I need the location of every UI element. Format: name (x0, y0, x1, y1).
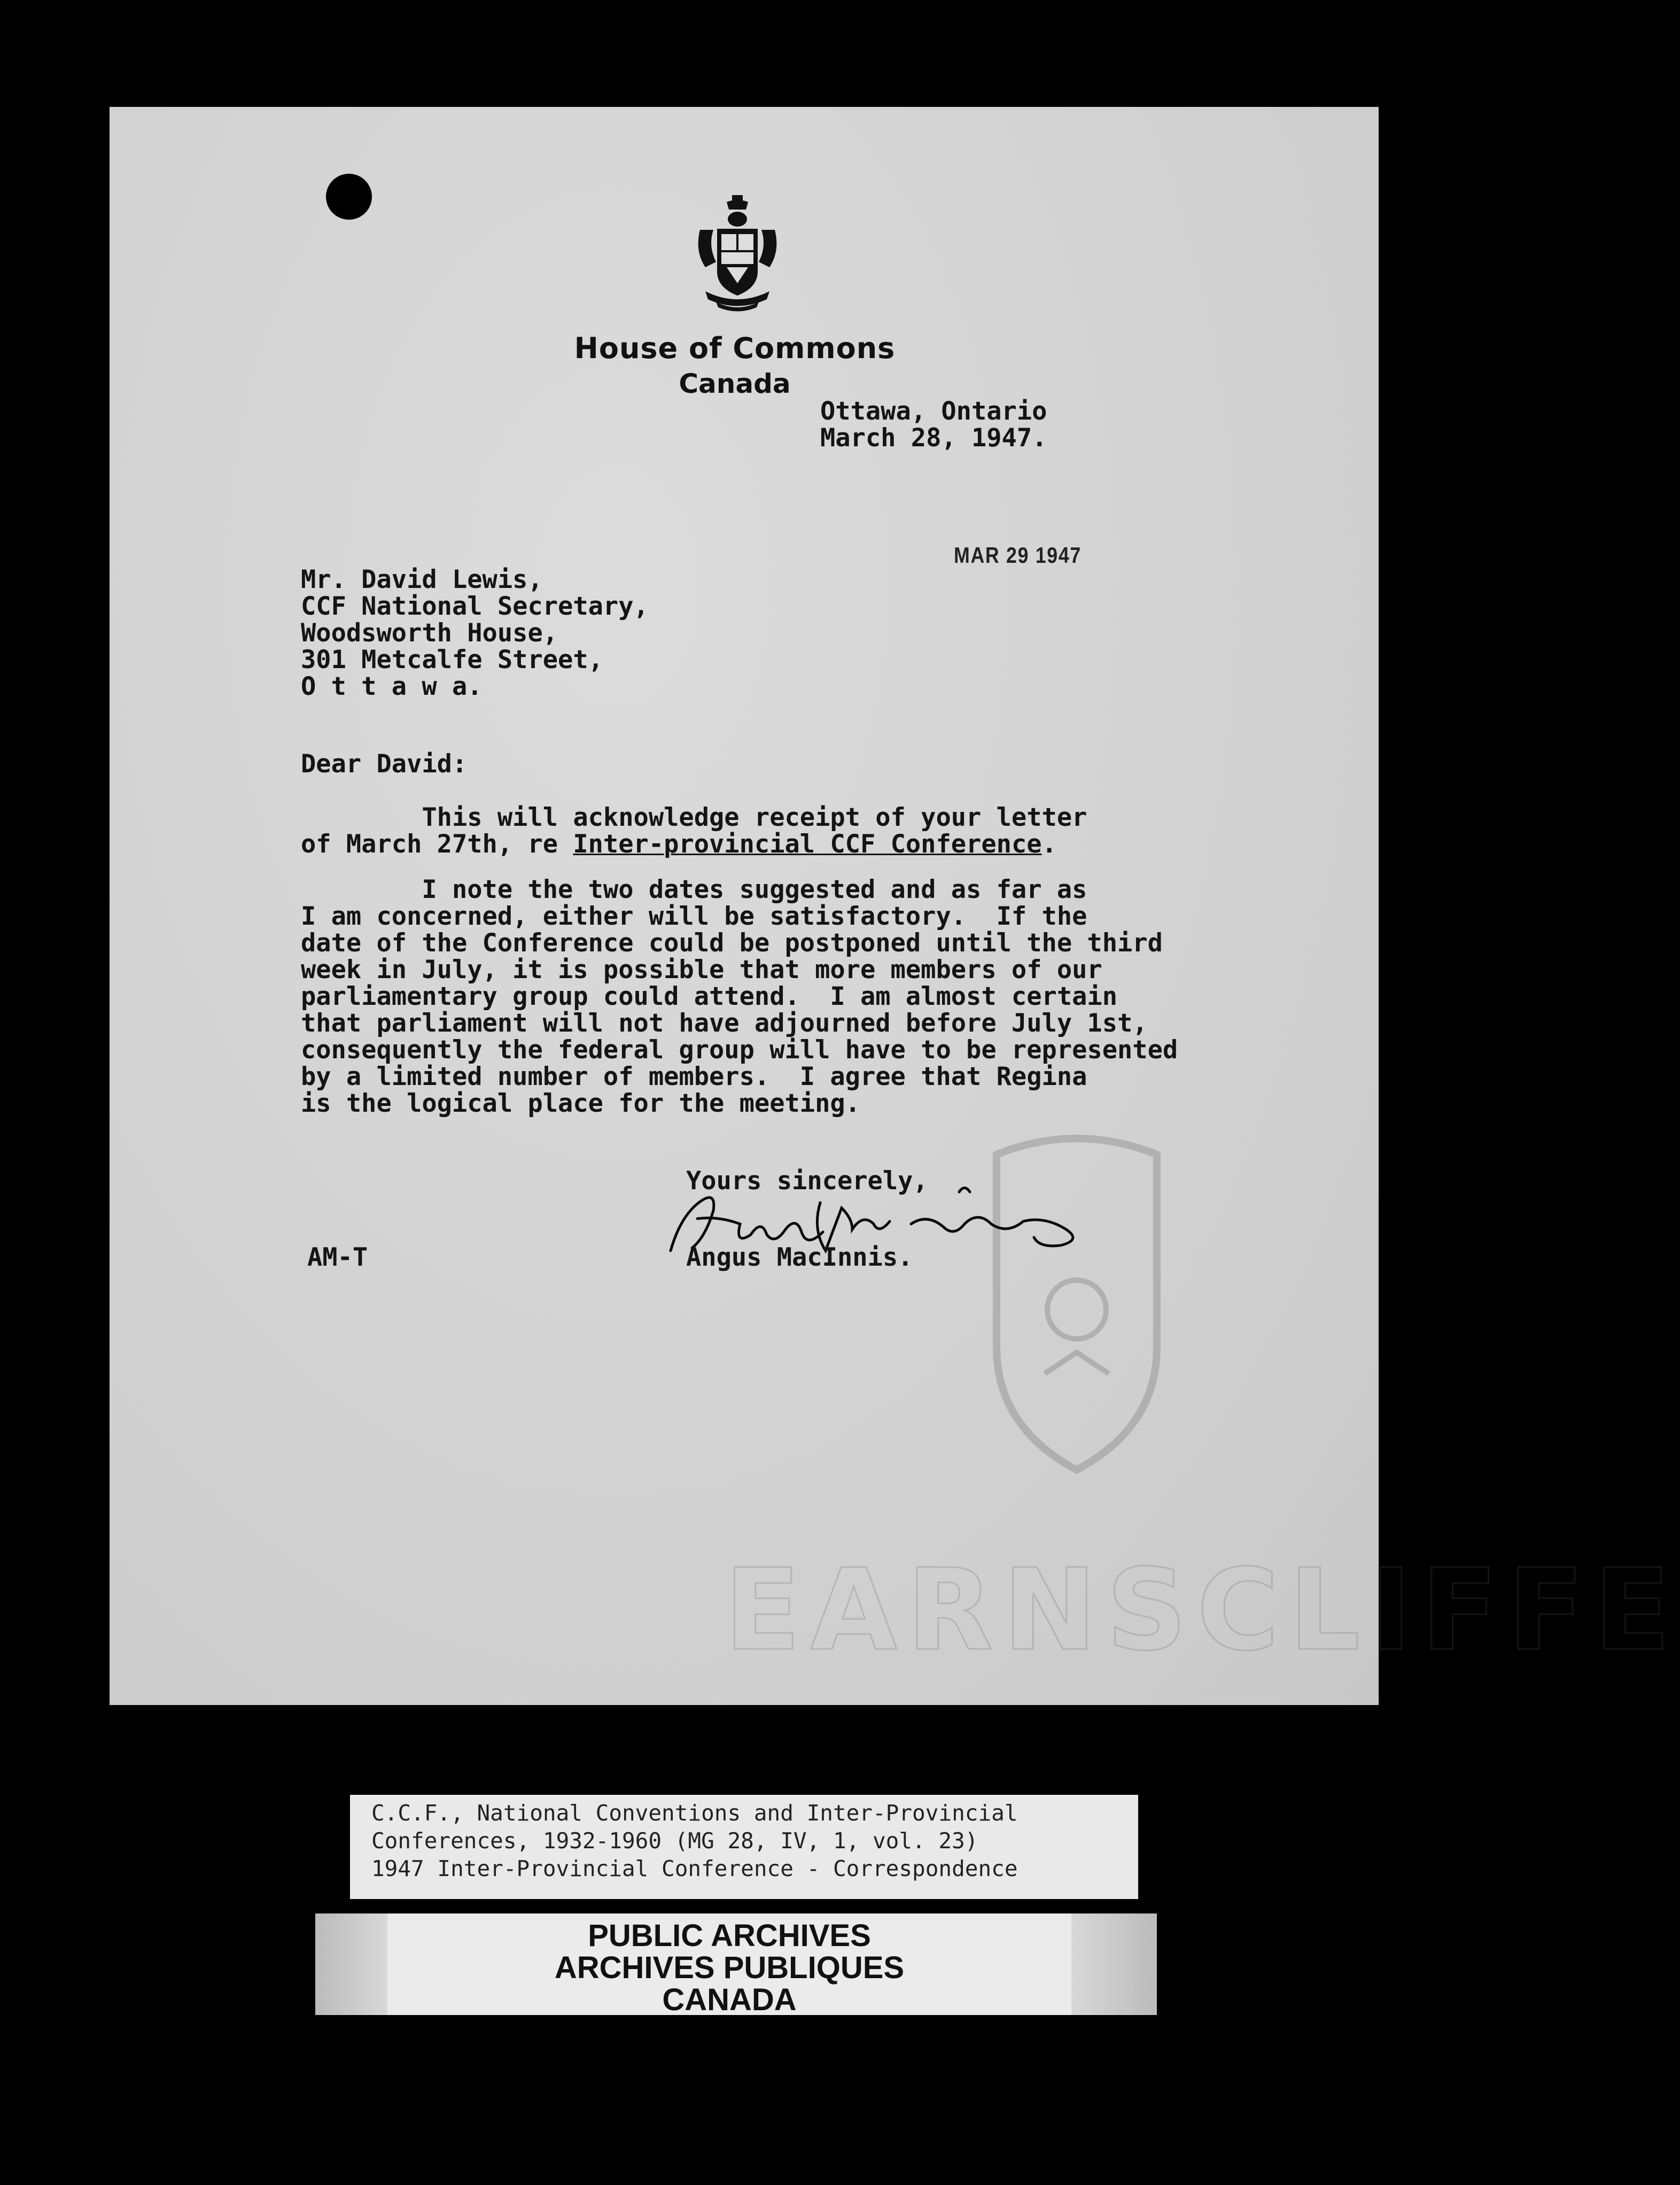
label-edge (315, 1913, 387, 2015)
signer-name: Angus MacInnis. (686, 1243, 913, 1272)
watermark-text: EARNSCLIFFE (724, 1545, 1680, 1676)
body-line: This will acknowledge receipt of your letter (301, 803, 1087, 832)
address-line: Woodsworth House, (301, 618, 558, 648)
body-line: date of the Conference could be postponed until the third (301, 928, 1163, 958)
city: Ottawa, Ontario (820, 397, 1047, 426)
paragraph-1 (301, 804, 1087, 858)
body-line: week in July, it is possible that more members of our (301, 955, 1102, 985)
address-line: O t t a w a. (301, 672, 483, 701)
body-line: parliamentary group could attend. I am almost certain (301, 982, 1118, 1011)
punch-hole (326, 174, 372, 220)
archive-stamp-line: CANADA (662, 1982, 797, 2017)
closing: Yours sincerely, (686, 1166, 928, 1196)
typist-initials: AM-T (307, 1243, 368, 1272)
salutation: Dear David: (301, 749, 468, 779)
archive-reference-label (350, 1795, 1138, 1899)
body-line: consequently the federal group will have to be represented (301, 1035, 1178, 1065)
place-date (820, 398, 1047, 452)
archive-line: 1947 Inter-Provincial Conference - Correspondence (371, 1856, 1018, 1881)
letterhead-country: Canada (679, 368, 791, 399)
body-text: . (1041, 830, 1057, 859)
body-line: I note the two dates suggested and as far as (301, 875, 1087, 904)
conference-subject: Inter-provincial CCF Conference (573, 830, 1042, 859)
received-stamp: MAR 29 1947 (954, 543, 1082, 568)
coat-of-arms-icon (684, 192, 791, 315)
body-line: by a limited number of members. I agree that Regina (301, 1062, 1087, 1091)
body-text: of March 27th, re (301, 830, 573, 859)
archive-stamp-label (315, 1913, 1157, 2015)
address-line: 301 Metcalfe Street, (301, 645, 603, 675)
archive-stamp-text (387, 1913, 1071, 2015)
letterhead-org: House of Commons (574, 331, 896, 365)
letter-sheet (110, 107, 1680, 1705)
body-line (301, 831, 1087, 858)
body-line: I am concerned, either will be satisfactory. If the (301, 902, 1087, 931)
archive-stamp-line: PUBLIC ARCHIVES (588, 1918, 871, 1953)
letterhead (548, 331, 922, 399)
body-line: is the logical place for the meeting. (301, 1089, 860, 1118)
address-line: CCF National Secretary, (301, 592, 649, 621)
recipient-address (301, 567, 649, 700)
label-edge (1071, 1913, 1157, 2015)
paragraph-2 (301, 877, 1178, 1117)
archive-line: C.C.F., National Conventions and Inter-Provincial (371, 1800, 1018, 1826)
address-line: Mr. David Lewis, (301, 565, 543, 594)
date: March 28, 1947. (820, 423, 1047, 453)
archive-line: Conferences, 1932-1960 (MG 28, IV, 1, vol. 23) (371, 1828, 978, 1854)
body-line: that parliament will not have adjourned before July 1st, (301, 1009, 1148, 1038)
archive-stamp-line: ARCHIVES PUBLIQUES (554, 1950, 905, 1985)
